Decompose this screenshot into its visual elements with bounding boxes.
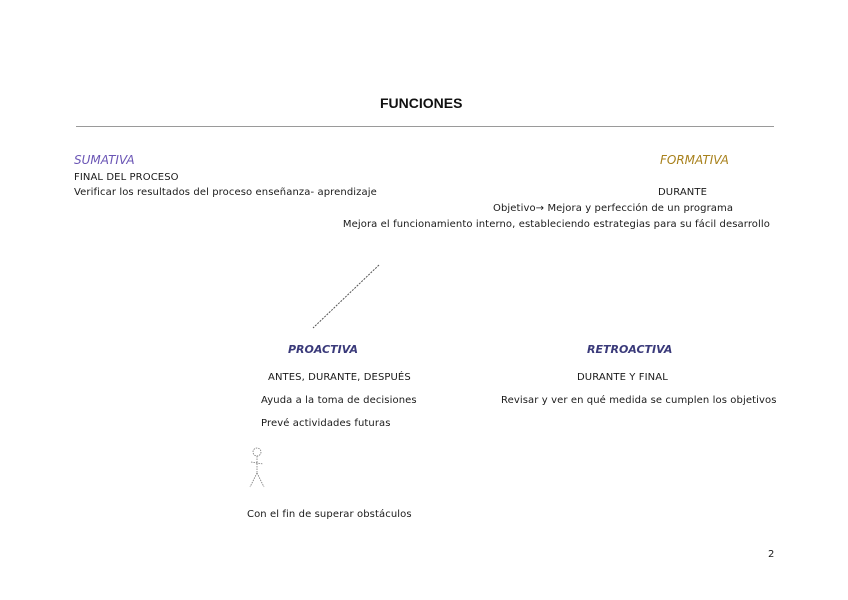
- sumativa-line-1: FINAL DEL PROCESO: [74, 172, 179, 183]
- retroactiva-heading: RETROACTIVA: [587, 343, 673, 356]
- page-title: FUNCIONES: [380, 95, 463, 111]
- connector-arrow: [313, 265, 379, 328]
- proactiva-line-1: ANTES, DURANTE, DESPUÉS: [268, 372, 411, 383]
- stick-figure-icon: [250, 448, 264, 487]
- proactiva-line-2: Ayuda a la toma de decisiones: [261, 395, 417, 406]
- proactiva-line-4: Con el fin de superar obstáculos: [247, 509, 412, 520]
- retroactiva-line-2: Revisar y ver en qué medida se cumplen los objetivos: [501, 395, 777, 406]
- sumativa-line-2: Verificar los resultados del proceso enseñanza- aprendizaje: [74, 187, 377, 198]
- formativa-line-2: Objetivo→ Mejora y perfección de un programa: [493, 203, 734, 214]
- formativa-line-3: Mejora el funcionamiento interno, estableciendo estrategias para su fácil desarrollo: [342, 219, 770, 230]
- formativa-heading: FORMATIVA: [660, 153, 729, 167]
- retroactiva-line-1: DURANTE Y FINAL: [577, 372, 668, 383]
- sumativa-heading: SUMATIVA: [74, 153, 135, 167]
- formativa-line-1: DURANTE: [658, 187, 708, 198]
- page-number: 2: [768, 549, 775, 560]
- proactiva-heading: PROACTIVA: [288, 343, 359, 356]
- proactiva-line-3: Prevé actividades futuras: [261, 418, 391, 429]
